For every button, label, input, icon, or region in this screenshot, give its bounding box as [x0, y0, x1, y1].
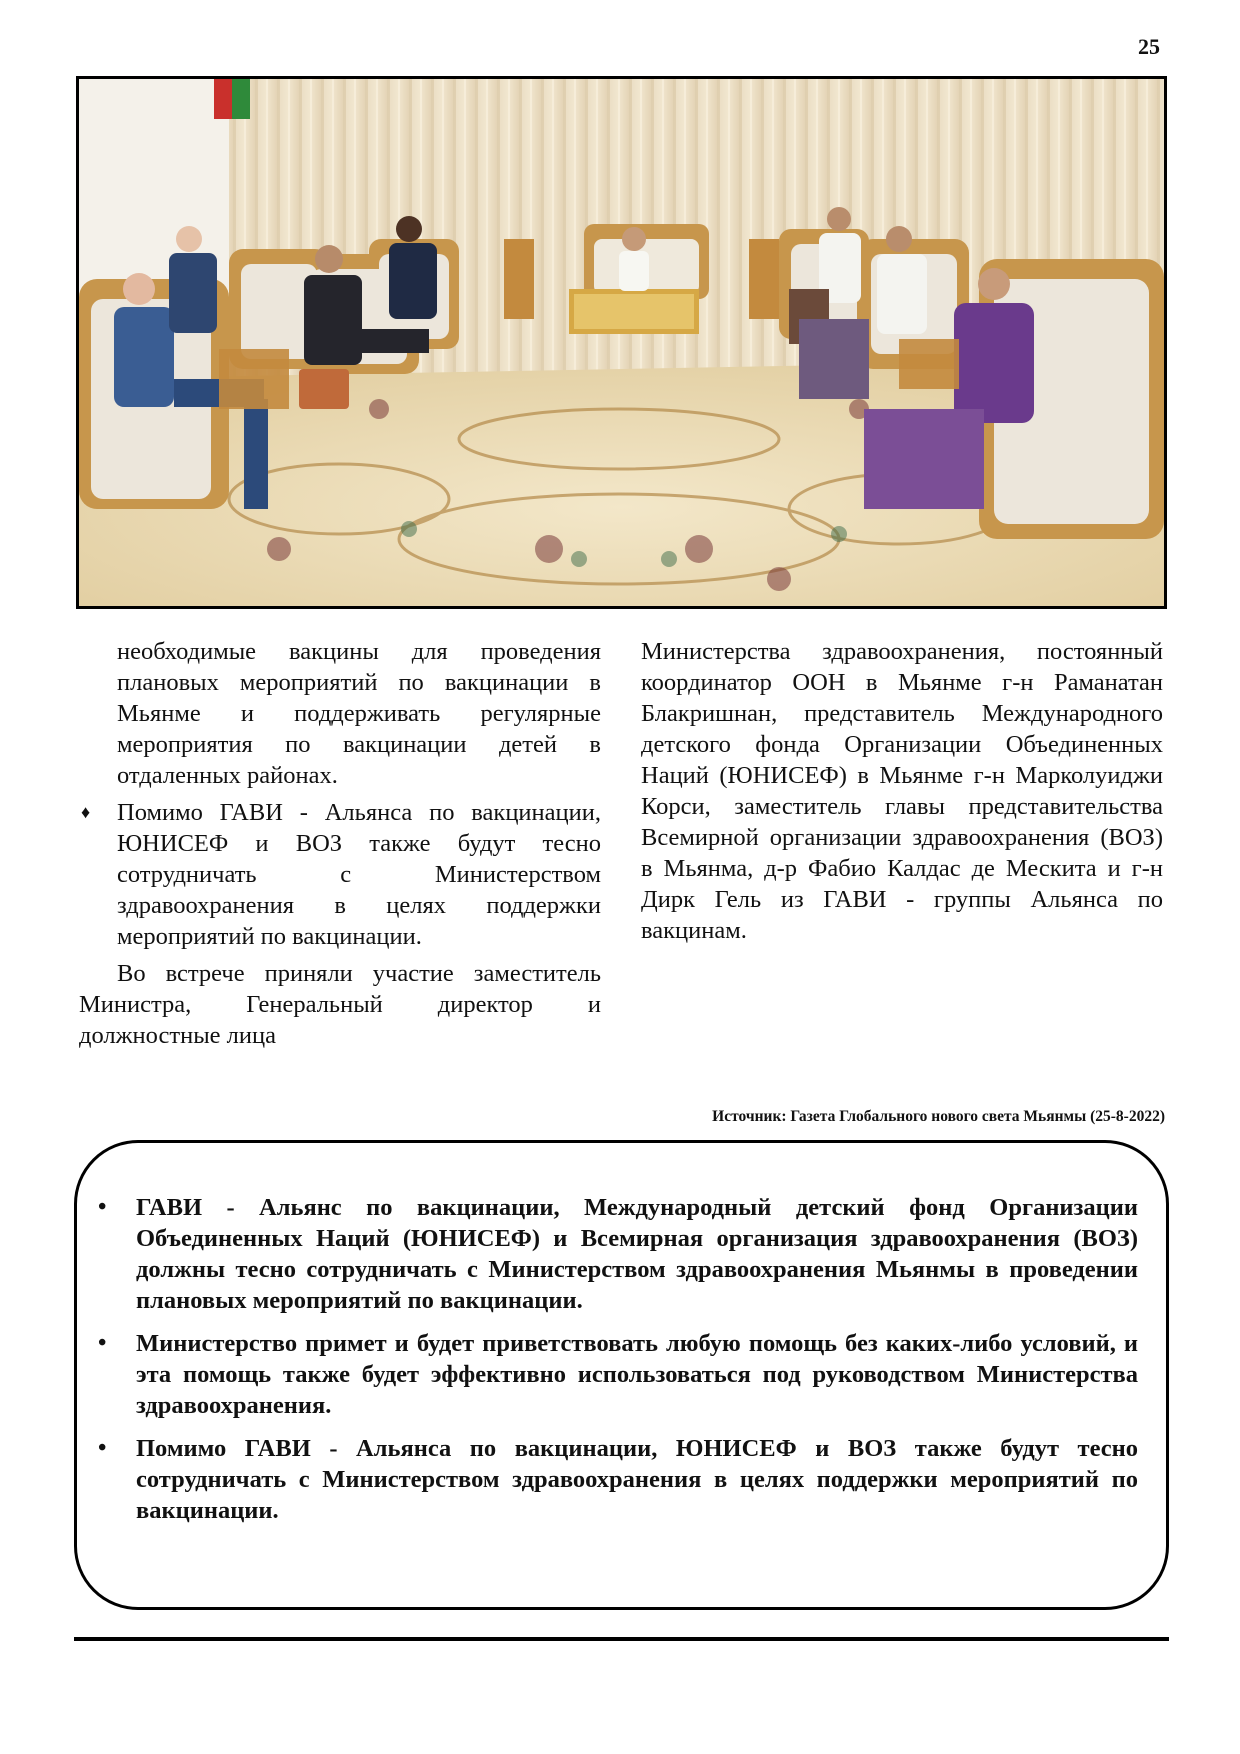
page-number: 25 — [1138, 34, 1160, 59]
summary-list — [98, 1192, 1138, 1538]
summary-item-text: Помимо ГАВИ - Альянса по вакцинации, ЮНИСЕФ и ВОЗ также будут тесно сотрудничать с Министерством здравоохранения в целях поддержки мероприятий по вакцинации. — [136, 1435, 1138, 1524]
list-item-text: Помимо ГАВИ - Альянса по вакцинации, ЮНИСЕФ и ВОЗ также будут тесно сотрудничать с Министерством здравоохранения в целях поддержки мероприятий по вакцинации. — [117, 799, 601, 950]
summary-item — [98, 1328, 1138, 1421]
bullet-icon: • — [98, 1194, 107, 1220]
participants-continued-paragraph: Министерства здравоохранения, постоянный координатор ООН в Мьянме г-н Раманатан Блакришнан, представитель Международного детского фонда Организации Объединенных Наций (ЮНИСЕФ) в Мьянме г-н Марколуиджи Корси, заместитель главы представительства Всемирной организации здравоохранения (ВОЗ) в Мьянма, д-р Фабио Калдас де Мескита и г-н Дирк Гель из ГАВИ - группы Альянса по вакцинам. — [641, 638, 1163, 944]
bullet-icon: • — [98, 1330, 107, 1356]
summary-item — [98, 1192, 1138, 1316]
summary-item-text: ГАВИ - Альянс по вакцинации, Международный детский фонд Организации Объединенных Наций (ЮНИСЕФ) и Всемирная организация здравоохранения (ВОЗ) должны тесно сотрудничать с Министерством здравоохранения Мьянмы в проведении плановых мероприятий по вакцинации. — [136, 1194, 1138, 1314]
left-column — [79, 636, 601, 1051]
diamond-bullet-icon: ♦ — [81, 802, 91, 822]
source-citation: Источник: Газета Глобального нового света Мьянмы (25-8-2022) — [712, 1108, 1165, 1125]
meeting-photo-illustration — [79, 79, 1164, 606]
summary-item — [98, 1433, 1138, 1526]
continued-paragraph: необходимые вакцины для проведения плановых мероприятий по вакцинации в Мьянме и поддерживать регулярные мероприятия по вакцинации детей в отдаленных районах. — [117, 638, 601, 789]
list-item — [79, 797, 601, 952]
bottom-divider — [74, 1637, 1169, 1641]
bullet-icon: • — [98, 1435, 107, 1461]
meeting-participants-paragraph: Во встрече приняли участие заместитель Министра, Генеральный директор и должностные лица — [79, 960, 601, 1049]
summary-item-text: Министерство примет и будет приветствовать любую помощь без каких-либо условий, и эта помощь также будет эффективно использоваться под руководством Министерства здравоохранения. — [136, 1330, 1138, 1419]
right-column — [641, 636, 1163, 946]
meeting-photo — [76, 76, 1167, 609]
